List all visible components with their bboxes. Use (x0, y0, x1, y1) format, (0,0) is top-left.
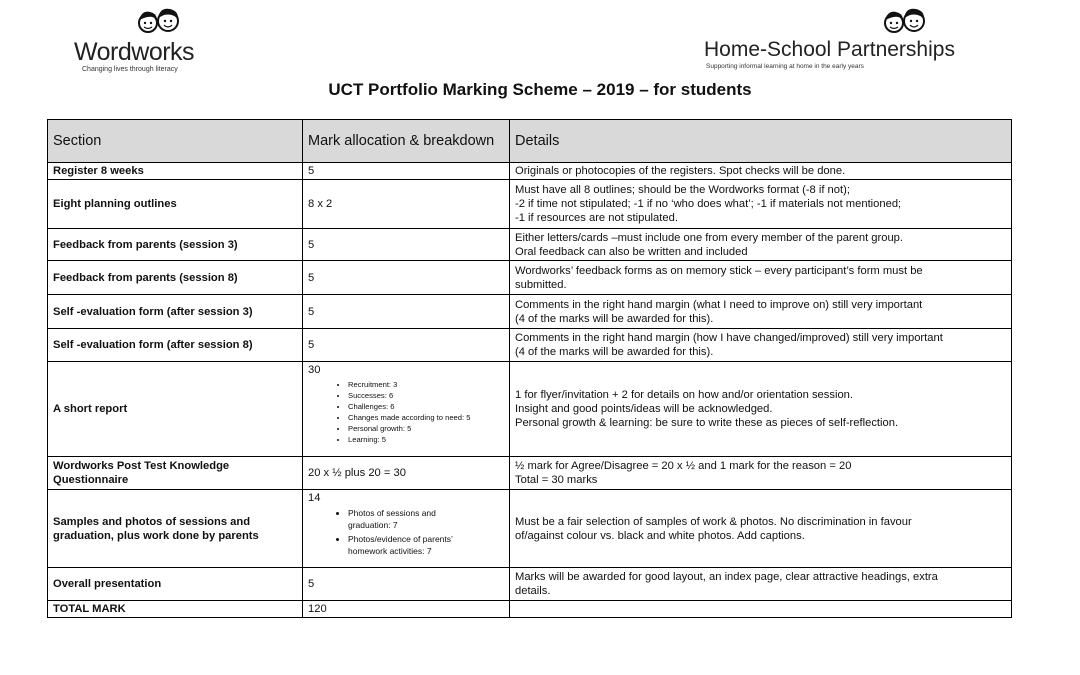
row-mark: 5 (303, 295, 510, 329)
row-details: 1 for flyer/invitation + 2 for details on how and/or orientation session. Insight and good points/ideas will be acknowledged. Personal growth & learning: be sure to write these as pieces of self-reflection. (510, 362, 1012, 457)
row-mark: 120 (303, 601, 510, 618)
table-row (48, 261, 1012, 295)
row-details: Must be a fair selection of samples of work & photos. No discrimination in favour of/against colour vs. black and white photos. Add captions. (510, 490, 1012, 568)
wordworks-tagline: Changing lives through literacy (82, 66, 178, 73)
table-row (48, 329, 1012, 362)
home-school-partnerships-logo (700, 6, 980, 72)
hsp-tagline: Supporting informal learning at home in the early years (706, 63, 864, 70)
row-details (510, 601, 1012, 618)
row-details: Originals or photocopies of the registers. Spot checks will be done. (510, 163, 1012, 180)
row-section: Self -evaluation form (after session 8) (48, 329, 303, 362)
row-section: Overall presentation (48, 568, 303, 601)
row-section: Self -evaluation form (after session 3) (48, 295, 303, 329)
row-section: Feedback from parents (session 8) (48, 261, 303, 295)
row-section: Register 8 weeks (48, 163, 303, 180)
row-details: Marks will be awarded for good layout, an index page, clear attractive headings, extra details. (510, 568, 1012, 601)
row-section: TOTAL MARK (48, 601, 303, 618)
row-details: Must have all 8 outlines; should be the Wordworks format (-8 if not); -2 if time not stipulated; -1 if no ‘who does what’; -1 if materials not mentioned; -1 if resources are not stipulated. (510, 180, 1012, 229)
row-section: Eight planning outlines (48, 180, 303, 229)
hsp-name: Home-School Partnerships (704, 38, 955, 61)
row-mark: 8 x 2 (303, 180, 510, 229)
header-mark-allocation: Mark allocation & breakdown (303, 120, 510, 163)
marking-scheme-table (47, 119, 1012, 618)
list-item: • Photos/evidence of parents’ homework activities: 7 (348, 533, 504, 557)
row-section: Samples and photos of sessions and graduation, plus work done by parents (48, 490, 303, 568)
row-mark: 5 (303, 329, 510, 362)
list-item: • Recruitment: 3 (348, 379, 504, 390)
list-item: • Personal growth: 5 (348, 423, 504, 434)
list-item: • Photos of sessions and graduation: 7 (348, 507, 504, 531)
row-details: ½ mark for Agree/Disagree = 20 x ½ and 1 mark for the reason = 20 Total = 30 marks (510, 457, 1012, 490)
row-section: Feedback from parents (session 3) (48, 229, 303, 261)
page-title: UCT Portfolio Marking Scheme – 2019 – for students (328, 80, 752, 99)
row-mark: 5 (303, 229, 510, 261)
mark-breakdown-list (308, 379, 504, 445)
table-row (48, 362, 1012, 457)
header-details: Details (510, 120, 1012, 163)
row-section: Wordworks Post Test Knowledge Questionnaire (48, 457, 303, 490)
list-item: • Learning: 5 (348, 434, 504, 445)
children-faces-icon (880, 6, 930, 38)
wordworks-name: Wordworks (74, 38, 195, 66)
children-faces-icon (134, 6, 184, 38)
table-header-row (48, 120, 1012, 163)
row-mark: 5 (303, 261, 510, 295)
row-mark (303, 362, 510, 457)
list-item: • Changes made according to need: 5 (348, 412, 504, 423)
row-mark-value: 30 (308, 364, 321, 376)
row-details: Either letters/cards –must include one from every member of the parent group. Oral feedback can also be written and included (510, 229, 1012, 261)
wordworks-logo (74, 6, 214, 72)
table-row (48, 457, 1012, 490)
row-mark: 20 x ½ plus 20 = 30 (303, 457, 510, 490)
row-details: Wordworks’ feedback forms as on memory stick – every participant’s form must be submitted. (510, 261, 1012, 295)
table-row (48, 180, 1012, 229)
list-item: • Challenges: 6 (348, 401, 504, 412)
table-row (48, 568, 1012, 601)
row-mark (303, 490, 510, 568)
list-item: • Successes: 6 (348, 390, 504, 401)
header-section: Section (48, 120, 303, 163)
table-row (48, 295, 1012, 329)
row-section: A short report (48, 362, 303, 457)
table-row (48, 229, 1012, 261)
row-mark: 5 (303, 568, 510, 601)
row-mark: 5 (303, 163, 510, 180)
mark-breakdown-list (308, 507, 504, 557)
table-row (48, 490, 1012, 568)
row-details: Comments in the right hand margin (what I need to improve on) still very important (4 of the marks will be awarded for this). (510, 295, 1012, 329)
row-details: Comments in the right hand margin (how I have changed/improved) still very important (4 of the marks will be awarded for this). (510, 329, 1012, 362)
table-row (48, 601, 1012, 618)
row-mark-value: 14 (308, 492, 321, 504)
table-row (48, 163, 1012, 180)
